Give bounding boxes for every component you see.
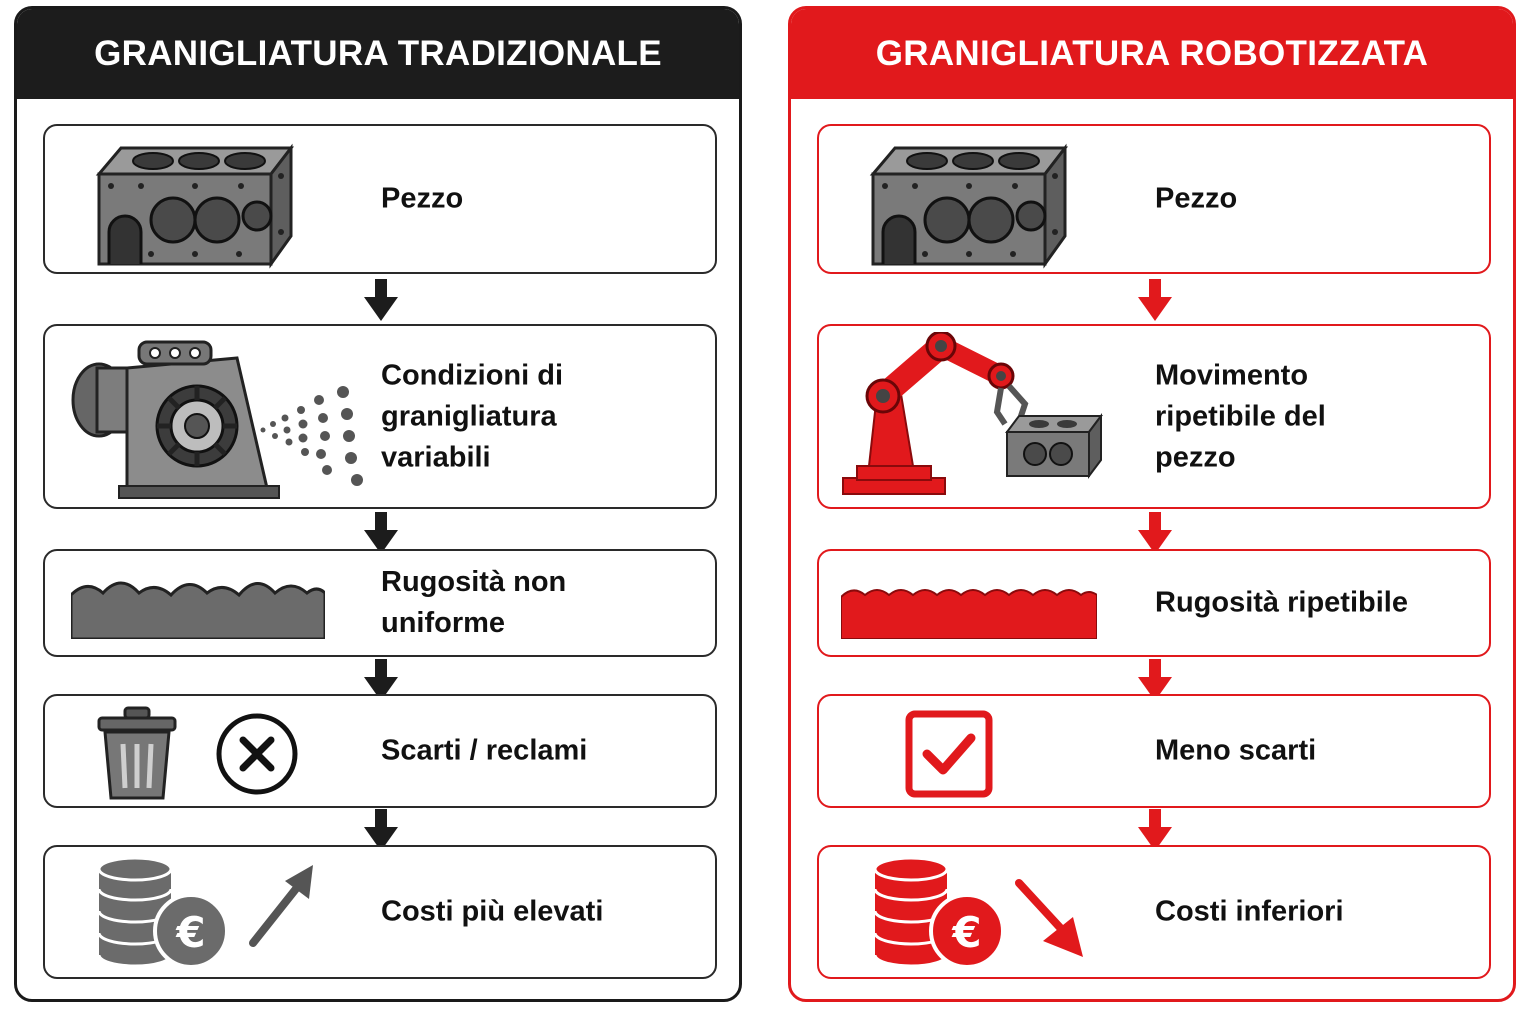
robotic-step-fewer-rejects: [817, 694, 1491, 808]
trash-icon: [95, 706, 179, 802]
down-arrow-icon: [364, 279, 398, 323]
coins-euro-icon: [95, 857, 233, 972]
engine-block-icon: [865, 136, 1077, 271]
traditional-step-piece: [43, 124, 717, 274]
step-label: Costi più elevati: [381, 895, 604, 928]
engine-block-icon: [91, 136, 303, 271]
traditional-step-costs: [43, 845, 717, 979]
robotic-step-costs: [817, 845, 1491, 979]
traditional-step-conditions: [43, 324, 717, 509]
uniform-surface-icon: [841, 581, 1097, 639]
traditional-step-rejects: [43, 694, 717, 808]
arrow-down-icon: [1013, 877, 1093, 961]
step-label: Condizioni di granigliatura variabili: [381, 359, 564, 473]
close-icon: [215, 712, 299, 796]
coins-euro-icon: [871, 857, 1009, 972]
step-label: Movimento ripetibile del pezzo: [1155, 359, 1326, 473]
robotic-step-movement: [817, 324, 1491, 509]
blasting-machine-icon: [67, 338, 367, 503]
checkbox-icon: [905, 710, 993, 798]
robotic-panel: [788, 6, 1516, 1002]
step-label: Pezzo: [381, 182, 464, 215]
step-label: Costi inferiori: [1155, 895, 1344, 928]
down-arrow-icon: [1138, 279, 1172, 323]
traditional-step-roughness: [43, 549, 717, 657]
step-label: Scarti / reclami: [381, 734, 588, 767]
traditional-panel: [14, 6, 742, 1002]
step-label: Meno scarti: [1155, 734, 1317, 767]
robot-arm-icon: [839, 332, 1109, 504]
step-label: Pezzo: [1155, 182, 1238, 215]
step-label: Rugosità ripetibile: [1155, 586, 1408, 619]
robotic-step-piece: [817, 124, 1491, 274]
step-label: Rugosità non uniforme: [381, 566, 567, 639]
robotic-step-roughness: [817, 549, 1491, 657]
traditional-title: GRANIGLIATURA TRADIZIONALE: [17, 9, 739, 99]
robotic-title: GRANIGLIATURA ROBOTIZZATA: [791, 9, 1513, 99]
arrow-up-icon: [245, 859, 325, 949]
rough-surface-icon: [71, 573, 325, 639]
